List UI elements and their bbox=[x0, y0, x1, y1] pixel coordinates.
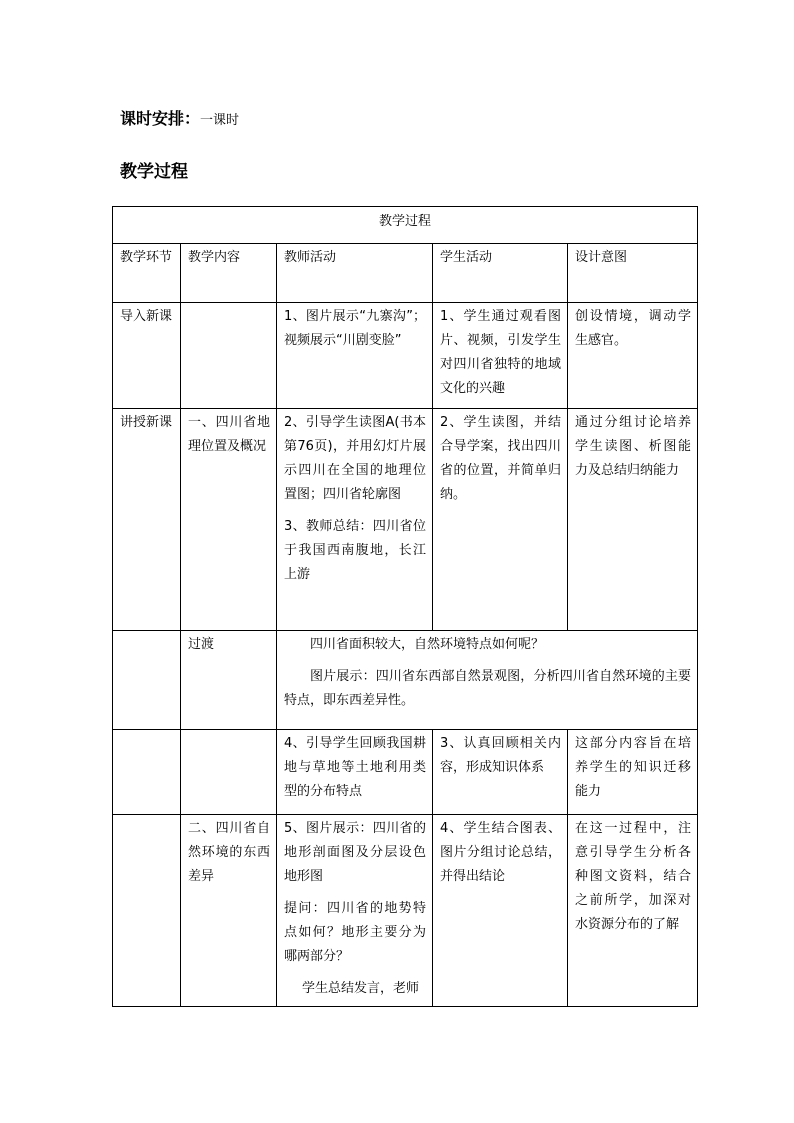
cell-stage bbox=[113, 815, 181, 1007]
transition-question: 四川省面积较大，自然环境特点如何呢？ bbox=[310, 637, 545, 652]
table-row bbox=[113, 815, 698, 1007]
cell-transition bbox=[277, 631, 698, 730]
cell-content: 过渡 bbox=[181, 631, 277, 730]
schedule-label: 课时安排： bbox=[120, 109, 201, 128]
cell-stage: 讲授新课 bbox=[113, 409, 181, 631]
cell-student: 1、学生通过观看图片、视频，引发学生对四川省独特的地域文化的兴趣 bbox=[433, 303, 568, 409]
header-intent: 设计意图 bbox=[568, 244, 698, 303]
cell-intent: 这部分内容旨在培养学生的知识迁移能力 bbox=[568, 730, 698, 815]
header-content: 教学内容 bbox=[181, 244, 277, 303]
cell-teacher bbox=[277, 303, 433, 409]
cell-student: 2、学生读图，并结合导学案，找出四川省的位置，并简单归纳。 bbox=[433, 409, 568, 631]
section-heading: 教学过程 bbox=[120, 162, 188, 182]
teacher-activity: 1、图片展示“九寨沟”；视频展示“川剧变脸” bbox=[284, 309, 426, 348]
cell-teacher bbox=[277, 730, 433, 815]
cell-student: 4、学生结合图表、图片分组讨论总结，并得出结论 bbox=[433, 815, 568, 1007]
table-row bbox=[113, 409, 698, 631]
table-row bbox=[113, 730, 698, 815]
cell-teacher bbox=[277, 409, 433, 631]
header-student: 学生活动 bbox=[433, 244, 568, 303]
cell-intent: 在这一过程中，注意引导学生分析各种图文资料，结合之前所学，加深对水资源分布的了解 bbox=[568, 815, 698, 1007]
cell-content: 一、四川省地理位置及概况 bbox=[181, 409, 277, 631]
cell-stage: 导入新课 bbox=[113, 303, 181, 409]
cell-intent: 创设情境，调动学生感官。 bbox=[568, 303, 698, 409]
cell-student: 3、认真回顾相关内容，形成知识体系 bbox=[433, 730, 568, 815]
table-row bbox=[113, 631, 698, 730]
teacher-activity: 学生总结发言，老师 bbox=[302, 981, 420, 996]
cell-teacher bbox=[277, 815, 433, 1007]
teacher-activity: 4、引导学生回顾我国耕地与草地等土地利用类型的分布特点 bbox=[284, 736, 426, 799]
table-caption-row bbox=[113, 207, 698, 244]
cell-content bbox=[181, 730, 277, 815]
class-schedule bbox=[120, 109, 239, 131]
teacher-activity: 2、引导学生读图A(书本第76页)，并用幻灯片展示四川在全国的地理位置图；四川省轮廓图 bbox=[284, 415, 426, 502]
cell-content bbox=[181, 303, 277, 409]
header-stage: 教学环节 bbox=[113, 244, 181, 303]
teacher-question: 提问：四川省的地势特点如何？地形主要分为哪两部分？ bbox=[284, 901, 426, 964]
table-row bbox=[113, 303, 698, 409]
header-teacher: 教师活动 bbox=[277, 244, 433, 303]
transition-note: 图片展示：四川省东西部自然景观图，分析四川省自然环境的主要特点，即东西差异性。 bbox=[284, 669, 692, 708]
cell-content: 二、四川省自然环境的东西差异 bbox=[181, 815, 277, 1007]
table-header-row bbox=[113, 244, 698, 303]
teacher-activity: 3、教师总结：四川省位于我国西南腹地，长江上游 bbox=[284, 519, 426, 582]
teaching-process-table bbox=[112, 206, 698, 1007]
teacher-activity: 5、图片展示：四川省的地形剖面图及分层设色地形图 bbox=[284, 821, 426, 884]
table-caption: 教学过程 bbox=[113, 207, 698, 244]
cell-stage bbox=[113, 730, 181, 815]
cell-stage bbox=[113, 631, 181, 730]
schedule-value: 一课时 bbox=[200, 113, 240, 128]
cell-intent: 通过分组讨论培养学生读图、析图能力及总结归纳能力 bbox=[568, 409, 698, 631]
